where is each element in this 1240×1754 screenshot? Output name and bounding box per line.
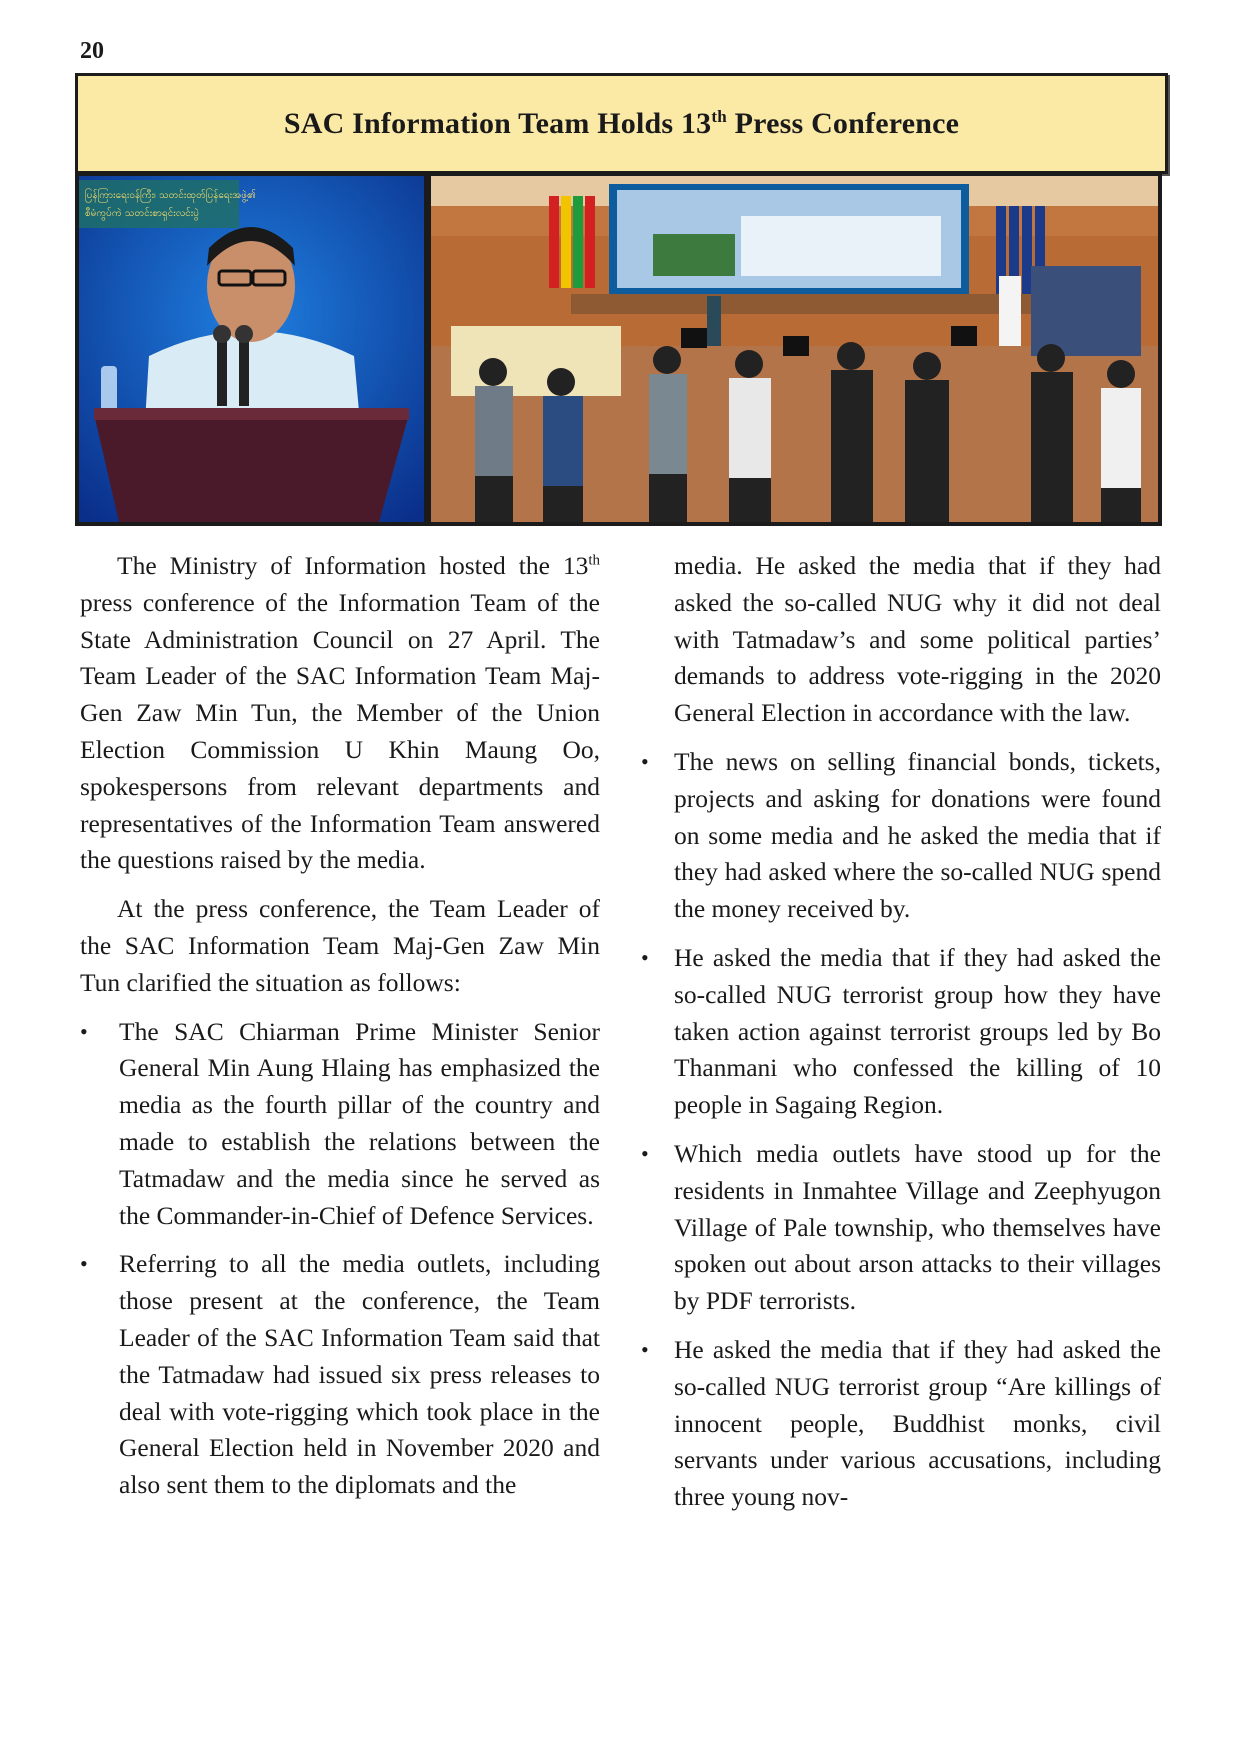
list-item: • The news on selling financial bonds, tickets, projects and asking for donations were found on some media and he asked the media that if they had asked where the so-called NUG spend the money received by. — [641, 744, 1161, 928]
bullet-icon: • — [80, 1018, 88, 1044]
bullet-icon: • — [641, 748, 649, 774]
page-title: SAC Information Team Holds 13th Press Conference — [283, 106, 960, 140]
title-banner — [75, 73, 1168, 174]
press-room-photo — [431, 176, 1158, 522]
speaker-photo — [79, 176, 424, 522]
paragraph-clarification: At the press conference, the Team Leader of the SAC Information Team Maj-Gen Zaw Min Tun clarified the situation as follows: — [80, 894, 600, 997]
photo-strip — [75, 172, 1162, 526]
bullet-list-left — [80, 1014, 600, 1504]
photo-caption-line-2: စီမံကွပ်ကဲ သတင်းစာရှင်းလင်းပွဲ — [85, 208, 200, 219]
paragraph-intro: The Ministry of Information hosted the 13th press conference of the Information Team of the State Administration Council on 27 April. The Team Leader of the SAC Information Team Maj-Gen Zaw Min Tun, the Member of the Union Election Commission U Khin Maung Oo, spokespersons from relevant departments and representatives of the Information Team answered the questions raised by the media. — [80, 551, 600, 875]
list-item: • Referring to all the media outlets, including those present at the conference, the Team Leader of the SAC Information Team said that the Tatmadaw had issued six press releases to deal with vote-rigging which took place in the General Election held in November 2020 and also sent them to the diplomats and the — [80, 1246, 600, 1504]
bullet-icon: • — [641, 1140, 649, 1166]
article-column-left — [80, 548, 600, 1516]
list-item: • The SAC Chiarman Prime Minister Senior General Min Aung Hlaing has emphasized the media as the fourth pillar of the country and made to establish the relations between the Tatmadaw and the media since he served as the Commander-in-Chief of Defence Services. — [80, 1014, 600, 1235]
article-column-right — [641, 548, 1161, 1528]
photo-caption-line-1: ပြန်ကြားရေးဝန်ကြီး၊ သတင်းထုတ်ပြန်ရေးအဖွဲ့၏ — [85, 190, 256, 201]
bullet-list-right — [641, 744, 1161, 1516]
bullet-icon: • — [80, 1251, 88, 1277]
page-number: 20 — [80, 38, 104, 64]
list-item: • He asked the media that if they had asked the so-called NUG terrorist group how they have taken action against terrorist groups led by Bo Thanmani who confessed the killing of 10 people in Sagaing Region. — [641, 940, 1161, 1124]
bullet-icon: • — [641, 944, 649, 970]
list-item: • Which media outlets have stood up for the residents in Inmahtee Village and Zeephyugon Village of Pale township, who themselves have spoken out about arson attacks to their villages by PDF terrorists. — [641, 1136, 1161, 1320]
list-item: • He asked the media that if they had asked the so-called NUG terrorist group “Are killings of innocent people, Buddhist monks, civil servants under various accusations, including three young nov- — [641, 1332, 1161, 1516]
paragraph-continuation: media. He asked the media that if they had asked the so-called NUG why it did not deal with Tatmadaw’s and some political parties’ demands to address vote-rigging in the 2020 General Election in accordance with the law. — [674, 551, 1161, 728]
bullet-icon: • — [641, 1336, 649, 1362]
